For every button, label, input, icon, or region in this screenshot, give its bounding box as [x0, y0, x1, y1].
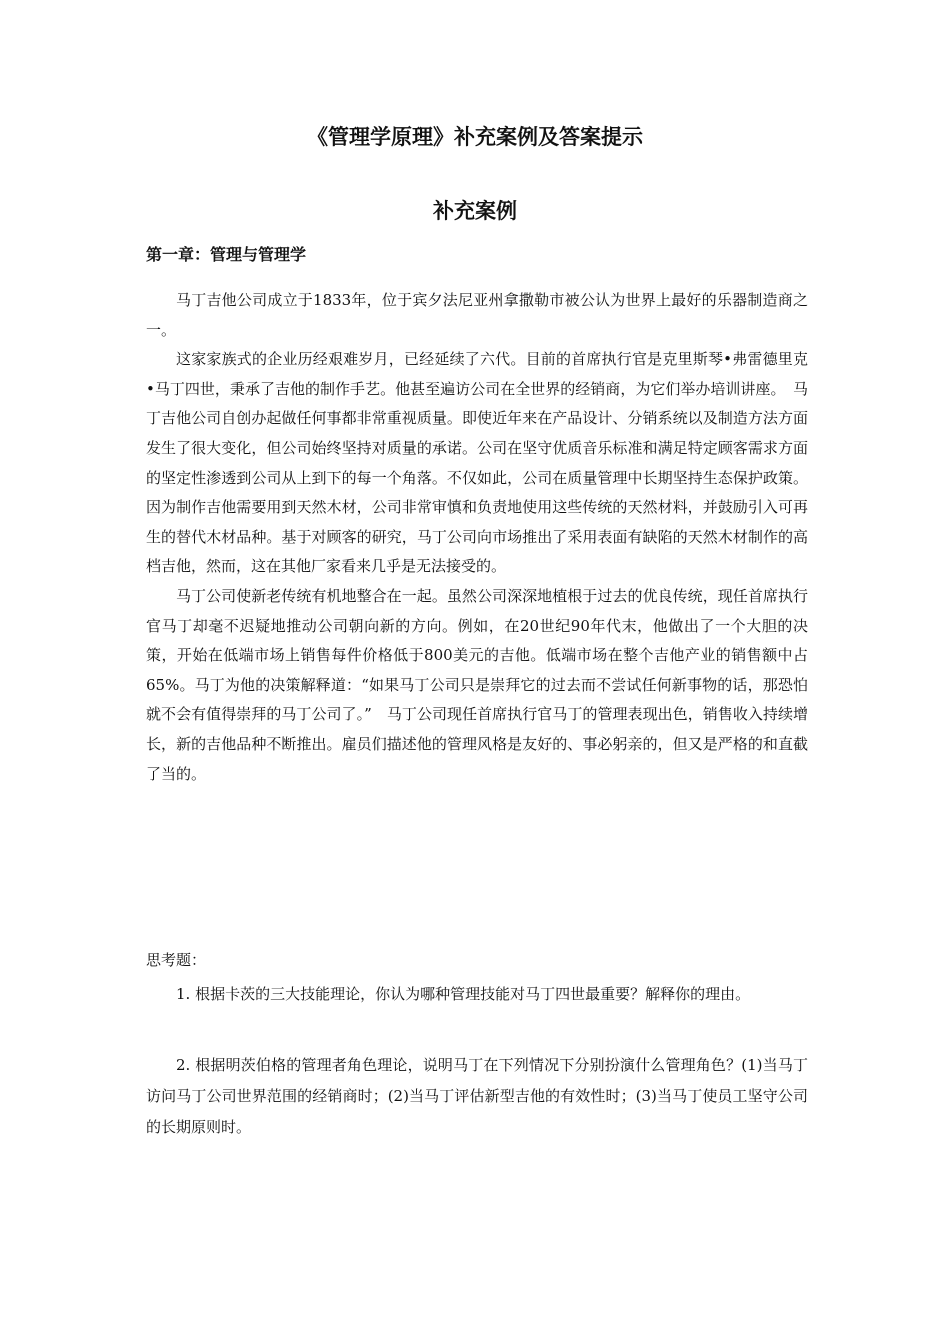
case-paragraph: 马丁吉他公司成立于1833年，位于宾夕法尼亚州拿撒勒市被公认为世界上最好的乐器制造商之一。 [146, 291, 808, 339]
case-paragraph: 这家家族式的企业历经艰难岁月，已经延续了六代。目前的首席执行官是克里斯琴•弗雷德里克•马丁四世，秉承了吉他的制作手艺。他甚至遍访公司在全世界的经销商，为它们举办培训讲座。 马丁吉他公司自创办起做任何事都非常重视质量。即使近年来在产品设计、分销系统以及制造方法方面发生了很大变化，但公司始终坚持对质量的承诺。公司在坚守优质音乐标准和满足特定顾客需求方面的坚定性渗透到公司从上到下的每一个角落。不仅如此，公司在质量管理中长期坚持生态保护政策。因为制作吉他需要用到天然木材，公司非常审慎和负责地使用这些传统的天然材料，并鼓励引入可再生的替代木材品种。基于对顾客的研究，马丁公司向市场推出了采用表面有缺陷的天然木材制作的高档吉他，然而，这在其他厂家看来几乎是无法接受的。 [146, 350, 808, 576]
section-title: 补充案例 [433, 199, 517, 223]
case-paragraph: 马丁公司使新老传统有机地整合在一起。虽然公司深深地植根于过去的优良传统，现任首席执行官马丁却毫不迟疑地推动公司朝向新的方向。例如，在20世纪90年代末，他做出了一个大胆的决策，开始在低端市场上销售每件价格低于800美元的吉他。低端市场在整个吉他产业的销售额中占65%。马丁为他的决策解释道：“如果马丁公司只是崇拜它的过去而不尝试任何新事物的话，那恐怕就不会有值得崇拜的马丁公司了。” 马丁公司现任首席执行官马丁的管理表现出色，销售收入持续增长，新的吉他品种不断推出。雇员们描述他的管理风格是友好的、事必躬亲的，但又是严格的和直截了当的。 [146, 586, 808, 783]
question-2: 2. 根据明茨伯格的管理者角色理论，说明马丁在下列情况下分别扮演什么管理角色？(1)当马丁访问马丁公司世界范围的经销商时；(2)当马丁评估新型吉他的有效性时；(3)当马丁使员工坚守公司的长期原则时。 [146, 1056, 808, 1136]
question-1: 1. 根据卡茨的三大技能理论，你认为哪种管理技能对马丁四世最重要？解释你的理由。 [176, 985, 751, 1003]
questions-label: 思考题： [146, 951, 207, 969]
case-body [146, 286, 808, 789]
chapter-heading: 第一章：管理与管理学 [146, 245, 307, 264]
document-title: 《管理学原理》补充案例及答案提示 [307, 125, 643, 149]
